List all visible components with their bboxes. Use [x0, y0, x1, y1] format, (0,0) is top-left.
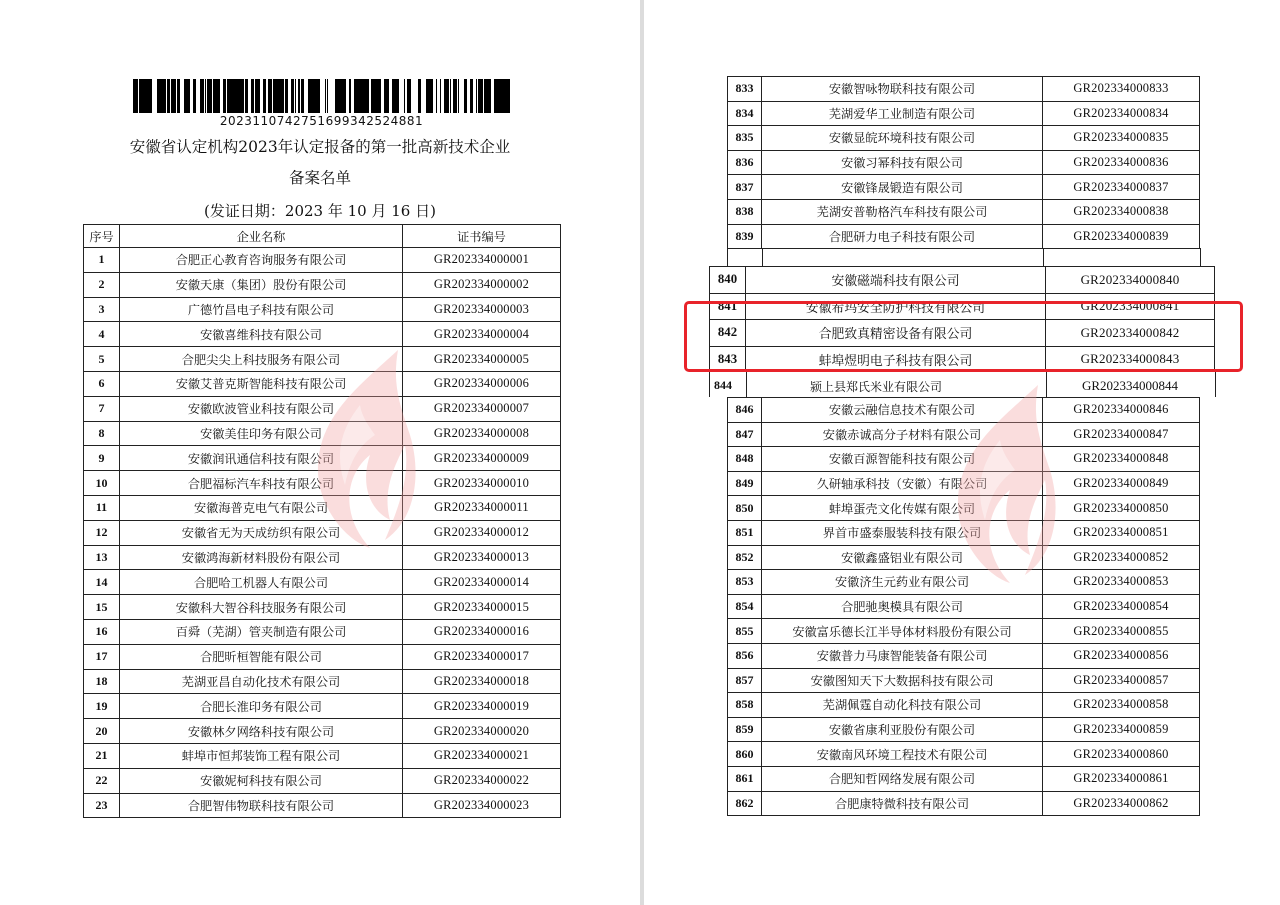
row-number: 841: [710, 293, 746, 320]
row-code: GR202334000859: [1043, 717, 1200, 742]
table-row: [84, 248, 561, 273]
row-number: 848: [728, 447, 762, 472]
enterprise-table-right-bottom: [727, 397, 1200, 816]
row-name: 安徽习幂科技有限公司: [762, 150, 1043, 175]
table-row: [84, 322, 561, 347]
row-name: 安徽鸿海新材料股份有限公司: [120, 545, 403, 570]
row-number: 858: [728, 693, 762, 718]
row-name: 合肥尖尖上科技服务有限公司: [120, 347, 403, 372]
row-name: 安徽云融信息技术有限公司: [762, 398, 1043, 423]
table-row: [728, 643, 1200, 668]
row-name: 安徽天康（集团）股份有限公司: [120, 272, 403, 297]
row-name: 芜湖爱华工业制造有限公司: [762, 101, 1043, 126]
document-title: 安徽省认定机构2023年认定报备的第一批高新技术企业: [129, 138, 511, 156]
table-row: [84, 347, 561, 372]
document-subtitle: 备案名单: [288, 169, 351, 187]
row-name: 安徽锋晟锻造有限公司: [762, 175, 1043, 200]
table-row: [84, 669, 561, 694]
row-number: 19: [84, 694, 120, 719]
row-code: GR202334000006: [403, 371, 561, 396]
row-code: GR202334000016: [403, 619, 561, 644]
row-number: 21: [84, 743, 120, 768]
row-name: 安徽图知天下大数据科技有限公司: [762, 668, 1043, 693]
row-number: 9: [84, 446, 120, 471]
row-code: GR202334000010: [403, 471, 561, 496]
row-number: 18: [84, 669, 120, 694]
cropped-row-top: [727, 248, 1201, 266]
row-name: 安徽美佳印务有限公司: [120, 421, 403, 446]
row-number: 834: [728, 101, 762, 126]
row-code: GR202334000838: [1043, 199, 1200, 224]
row-number: 6: [84, 371, 120, 396]
row-name: 合肥哈工机器人有限公司: [120, 570, 403, 595]
row-code: GR202334000855: [1043, 619, 1200, 644]
row-name: 合肥知哲网络发展有限公司: [762, 766, 1043, 791]
row-number: 15: [84, 595, 120, 620]
row-code: GR202334000013: [403, 545, 561, 570]
row-name: 合肥福标汽车科技有限公司: [120, 471, 403, 496]
row-name: 颍上县郑氏米业有限公司: [810, 380, 943, 394]
row-number: 857: [728, 668, 762, 693]
table-row: [728, 422, 1200, 447]
row-code: GR202334000856: [1043, 643, 1200, 668]
row-name: 安徽妮柯科技有限公司: [120, 768, 403, 793]
row-code: GR202334000843: [1046, 346, 1215, 373]
row-code: GR202334000003: [403, 297, 561, 322]
row-number: 3: [84, 297, 120, 322]
row-number: 853: [728, 570, 762, 595]
row-code: GR202334000008: [403, 421, 561, 446]
row-number: 22: [84, 768, 120, 793]
table-row: [728, 398, 1200, 423]
row-code: GR202334000836: [1043, 150, 1200, 175]
row-number: 17: [84, 644, 120, 669]
table-row: [84, 595, 561, 620]
row-name: 芜湖佩霆自动化科技有限公司: [762, 693, 1043, 718]
table-row: [84, 768, 561, 793]
table-row: [84, 743, 561, 768]
table-row: [84, 446, 561, 471]
table-row: [728, 496, 1200, 521]
row-name: 广德竹昌电子科技有限公司: [120, 297, 403, 322]
table-row: [728, 447, 1200, 472]
row-number: 856: [728, 643, 762, 668]
table-row: [728, 693, 1200, 718]
table-row: [84, 793, 561, 818]
row-number: 838: [728, 199, 762, 224]
row-name: 安徽喜维科技有限公司: [120, 322, 403, 347]
row-name: 芜湖亚昌自动化技术有限公司: [120, 669, 403, 694]
table-row: [84, 719, 561, 744]
row-name: 安徽润讯通信科技有限公司: [120, 446, 403, 471]
table-row: [84, 371, 561, 396]
row-number: 836: [728, 150, 762, 175]
row-number: 20: [84, 719, 120, 744]
row-name: 安徽百源智能科技有限公司: [762, 447, 1043, 472]
row-code: GR202334000837: [1043, 175, 1200, 200]
row-name: 安徽科大智谷科技服务有限公司: [120, 595, 403, 620]
table-row: [710, 267, 1215, 294]
table-row: [728, 150, 1200, 175]
row-number: 852: [728, 545, 762, 570]
table-row: [84, 495, 561, 520]
row-number: 10: [84, 471, 120, 496]
row-code: GR202334000853: [1043, 570, 1200, 595]
row-code: GR202334000015: [403, 595, 561, 620]
table-row: [84, 644, 561, 669]
row-number: 13: [84, 545, 120, 570]
header-no: 序号: [84, 225, 120, 248]
table-row: [728, 520, 1200, 545]
table-row: [84, 545, 561, 570]
cropped-row-844: [709, 371, 1216, 397]
table-row: [84, 421, 561, 446]
table-row: [728, 199, 1200, 224]
row-code: GR202334000011: [403, 495, 561, 520]
row-name: 安徽富乐德长江半导体材料股份有限公司: [762, 619, 1043, 644]
table-row: [728, 668, 1200, 693]
row-number: 835: [728, 126, 762, 151]
row-number: 843: [710, 346, 746, 373]
table-header-row: [84, 225, 561, 248]
row-number: 842: [710, 320, 746, 347]
table-row: [84, 272, 561, 297]
row-code: GR202334000009: [403, 446, 561, 471]
table-row: [728, 766, 1200, 791]
row-code: GR202334000835: [1043, 126, 1200, 151]
row-number: 833: [728, 77, 762, 102]
row-code: GR202334000854: [1043, 594, 1200, 619]
row-name: 蚌埠蛋壳文化传媒有限公司: [762, 496, 1043, 521]
row-name: 安徽普力马康智能装备有限公司: [762, 643, 1043, 668]
row-name: 安徽省康利亚股份有限公司: [762, 717, 1043, 742]
issue-date: (发证日期：2023 年 10 月 16 日): [204, 202, 436, 220]
row-code: GR202334000001: [403, 248, 561, 273]
table-row: [84, 396, 561, 421]
row-number: 5: [84, 347, 120, 372]
row-code: GR202334000849: [1043, 471, 1200, 496]
row-number: 859: [728, 717, 762, 742]
row-code: GR202334000004: [403, 322, 561, 347]
row-name: 合肥康特微科技有限公司: [762, 791, 1043, 816]
barcode: [133, 79, 510, 113]
row-number: 4: [84, 322, 120, 347]
row-number: 8: [84, 421, 120, 446]
row-code: GR202334000021: [403, 743, 561, 768]
table-row: [728, 77, 1200, 102]
row-code: GR202334000847: [1043, 422, 1200, 447]
row-number: 844: [714, 378, 732, 392]
row-code: GR202334000841: [1046, 293, 1215, 320]
table-row: [728, 175, 1200, 200]
row-number: 837: [728, 175, 762, 200]
table-row: [84, 570, 561, 595]
row-name: 安徽艾普克斯智能科技有限公司: [120, 371, 403, 396]
row-code: GR202334000842: [1046, 320, 1215, 347]
row-name: 安徽磁端科技有限公司: [746, 267, 1046, 294]
row-code: GR202334000861: [1043, 766, 1200, 791]
row-name: 百舜（芜湖）管夹制造有限公司: [120, 619, 403, 644]
row-name: 安徽欧波管业科技有限公司: [120, 396, 403, 421]
table-row: [728, 594, 1200, 619]
table-row: [84, 619, 561, 644]
row-name: 安徽南风环境工程技术有限公司: [762, 742, 1043, 767]
row-code: GR202334000023: [403, 793, 561, 818]
row-code: GR202334000860: [1043, 742, 1200, 767]
table-row: [728, 224, 1200, 249]
row-number: 855: [728, 619, 762, 644]
row-number: 2: [84, 272, 120, 297]
row-code: GR202334000018: [403, 669, 561, 694]
barcode-number: 20231107427516993425248​81: [219, 114, 424, 128]
row-name: 合肥智伟物联科技有限公司: [120, 793, 403, 818]
row-number: 846: [728, 398, 762, 423]
row-number: 14: [84, 570, 120, 595]
row-code: GR202334000862: [1043, 791, 1200, 816]
row-name: 安徽济生元药业有限公司: [762, 570, 1043, 595]
row-name: 合肥驰奥模具有限公司: [762, 594, 1043, 619]
row-number: 854: [728, 594, 762, 619]
row-code: GR202334000858: [1043, 693, 1200, 718]
row-number: 16: [84, 619, 120, 644]
table-row: [84, 694, 561, 719]
row-name: 界首市盛泰服装科技有限公司: [762, 520, 1043, 545]
row-number: 12: [84, 520, 120, 545]
table-row: [728, 619, 1200, 644]
row-code: GR202334000848: [1043, 447, 1200, 472]
row-name: 芜湖安普勒格汽车科技有限公司: [762, 199, 1043, 224]
row-name: 安徽智咏物联科技有限公司: [762, 77, 1043, 102]
row-number: 23: [84, 793, 120, 818]
highlight-box: [684, 301, 1243, 372]
row-code: GR202334000834: [1043, 101, 1200, 126]
row-code: GR202334000002: [403, 272, 561, 297]
table-row: [728, 126, 1200, 151]
table-row: [84, 520, 561, 545]
row-name: 合肥正心教育咨询服务有限公司: [120, 248, 403, 273]
row-code: GR202334000022: [403, 768, 561, 793]
row-number: 11: [84, 495, 120, 520]
header-code: 证书编号: [403, 225, 561, 248]
row-name: 安徽海普克电气有限公司: [120, 495, 403, 520]
row-code: GR202334000017: [403, 644, 561, 669]
row-code: GR202334000005: [403, 347, 561, 372]
row-name: 安徽鑫盛铝业有限公司: [762, 545, 1043, 570]
row-number: 860: [728, 742, 762, 767]
row-name: 久研轴承科技（安徽）有限公司: [762, 471, 1043, 496]
row-number: 849: [728, 471, 762, 496]
enterprise-table-left: [83, 224, 561, 818]
row-number: 847: [728, 422, 762, 447]
row-code: GR202334000020: [403, 719, 561, 744]
row-code: GR202334000012: [403, 520, 561, 545]
table-row: [728, 471, 1200, 496]
row-name: 合肥昕桓智能有限公司: [120, 644, 403, 669]
table-row: [728, 101, 1200, 126]
row-code: GR202334000851: [1043, 520, 1200, 545]
row-code: GR202334000019: [403, 694, 561, 719]
row-name: 蚌埠市恒邦装饰工程有限公司: [120, 743, 403, 768]
row-name: 蚌埠煜明电子科技有限公司: [746, 346, 1046, 373]
row-number: 7: [84, 396, 120, 421]
row-number: 840: [710, 267, 746, 294]
row-number: 1: [84, 248, 120, 273]
row-number: 839: [728, 224, 762, 249]
row-code: GR202334000846: [1043, 398, 1200, 423]
row-code: GR202334000844: [1082, 378, 1179, 393]
row-name: 安徽希玛安全防护科技有限公司: [746, 293, 1046, 320]
row-code: GR202334000007: [403, 396, 561, 421]
table-row: [728, 570, 1200, 595]
table-row: [728, 742, 1200, 767]
row-number: 862: [728, 791, 762, 816]
table-row: [728, 791, 1200, 816]
table-row: [728, 717, 1200, 742]
row-name: 安徽省无为天成纺织有限公司: [120, 520, 403, 545]
enterprise-table-right-top: [727, 76, 1200, 249]
row-code: GR202334000014: [403, 570, 561, 595]
row-number: 861: [728, 766, 762, 791]
row-code: GR202334000833: [1043, 77, 1200, 102]
row-code: GR202334000852: [1043, 545, 1200, 570]
row-code: GR202334000839: [1043, 224, 1200, 249]
row-number: 850: [728, 496, 762, 521]
row-name: 合肥研力电子科技有限公司: [762, 224, 1043, 249]
table-row: [728, 545, 1200, 570]
header-name: 企业名称: [120, 225, 403, 248]
row-code: GR202334000850: [1043, 496, 1200, 521]
row-name: 安徽林夕网络科技有限公司: [120, 719, 403, 744]
row-name: 合肥致真精密设备有限公司: [746, 320, 1046, 347]
row-name: 安徽赤诚高分子材料有限公司: [762, 422, 1043, 447]
table-row: [84, 297, 561, 322]
row-code: GR202334000857: [1043, 668, 1200, 693]
row-name: 安徽显皖环境科技有限公司: [762, 126, 1043, 151]
table-row: [84, 471, 561, 496]
row-code: GR202334000840: [1046, 267, 1215, 294]
row-number: 851: [728, 520, 762, 545]
row-name: 合肥长淮印务有限公司: [120, 694, 403, 719]
